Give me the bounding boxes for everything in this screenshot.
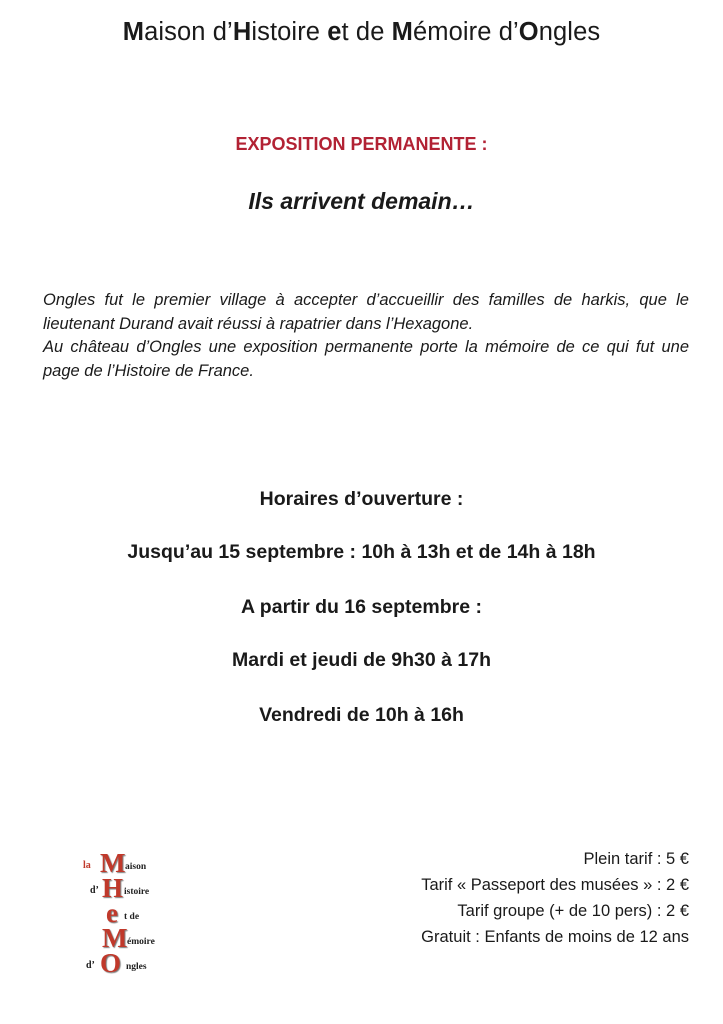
title-initial-m: M bbox=[122, 18, 145, 46]
page-title bbox=[0, 18, 723, 47]
exposition-description bbox=[43, 289, 689, 383]
title-initial-e: e bbox=[327, 18, 342, 46]
title-initial-m2: M bbox=[391, 18, 414, 46]
logo-suffix-ngles: ngles bbox=[126, 962, 147, 972]
title-part-ngles: ngles bbox=[538, 18, 601, 46]
logo-letter-h: H bbox=[102, 873, 124, 903]
mhemo-logo bbox=[80, 850, 200, 980]
title-part-aison: aison d’ bbox=[144, 18, 233, 46]
title-initial-h: H bbox=[232, 18, 252, 46]
hours-line-tue-thu: Mardi et jeudi de 9h30 à 17h bbox=[231, 649, 491, 671]
logo-suffix-aison: aison bbox=[125, 862, 147, 872]
hours-heading: Horaires d’ouverture : bbox=[259, 488, 464, 510]
hours-line-summer: Jusqu’au 15 septembre : 10h à 13h et de 14h à 18h bbox=[127, 541, 596, 563]
logo-prefix: la bbox=[83, 860, 91, 871]
title-part-istoire: istoire bbox=[251, 18, 328, 46]
logo-suffix-istoire: istoire bbox=[124, 887, 150, 897]
logo-letter-m: M bbox=[100, 848, 126, 878]
logo-letter-e: e bbox=[106, 898, 118, 928]
exposition-subtitle: Ils arrivent demain… bbox=[248, 188, 475, 214]
exposition-heading: EXPOSITION PERMANENTE : bbox=[235, 134, 488, 154]
logo-letter-m2: M bbox=[102, 923, 128, 953]
title-part-emoire: émoire d’ bbox=[413, 18, 519, 46]
price-free: Gratuit : Enfants de moins de 12 ans bbox=[421, 928, 689, 946]
title-initial-o: O bbox=[518, 18, 539, 46]
price-passport: Tarif « Passeport des musées » : 2 € bbox=[421, 876, 689, 894]
title-part-t-de: t de bbox=[341, 18, 392, 46]
logo-lead-d2: d’ bbox=[86, 960, 95, 971]
logo-letter-o: O bbox=[100, 948, 122, 978]
price-full: Plein tarif : 5 € bbox=[583, 850, 689, 868]
hours-line-friday: Vendredi de 10h à 16h bbox=[259, 704, 464, 726]
logo-suffix-t-de: t de bbox=[124, 912, 140, 922]
price-list bbox=[421, 846, 689, 950]
description-paragraph-1: Ongles fut le premier village à accepter d’accueillir des familles de harkis, que le lieutenant Durand avait réussi à rapatrier dans l’Hexagone. bbox=[43, 291, 689, 333]
hours-line-from-date: A partir du 16 septembre : bbox=[241, 596, 482, 618]
description-paragraph-2: Au château d’Ongles une exposition permanente porte la mémoire de ce qui fut une page de l’Histoire de France. bbox=[43, 338, 689, 380]
price-group: Tarif groupe (+ de 10 pers) : 2 € bbox=[457, 902, 689, 920]
logo-suffix-emoire: émoire bbox=[127, 937, 155, 947]
logo-lead-d1: d’ bbox=[90, 885, 99, 896]
